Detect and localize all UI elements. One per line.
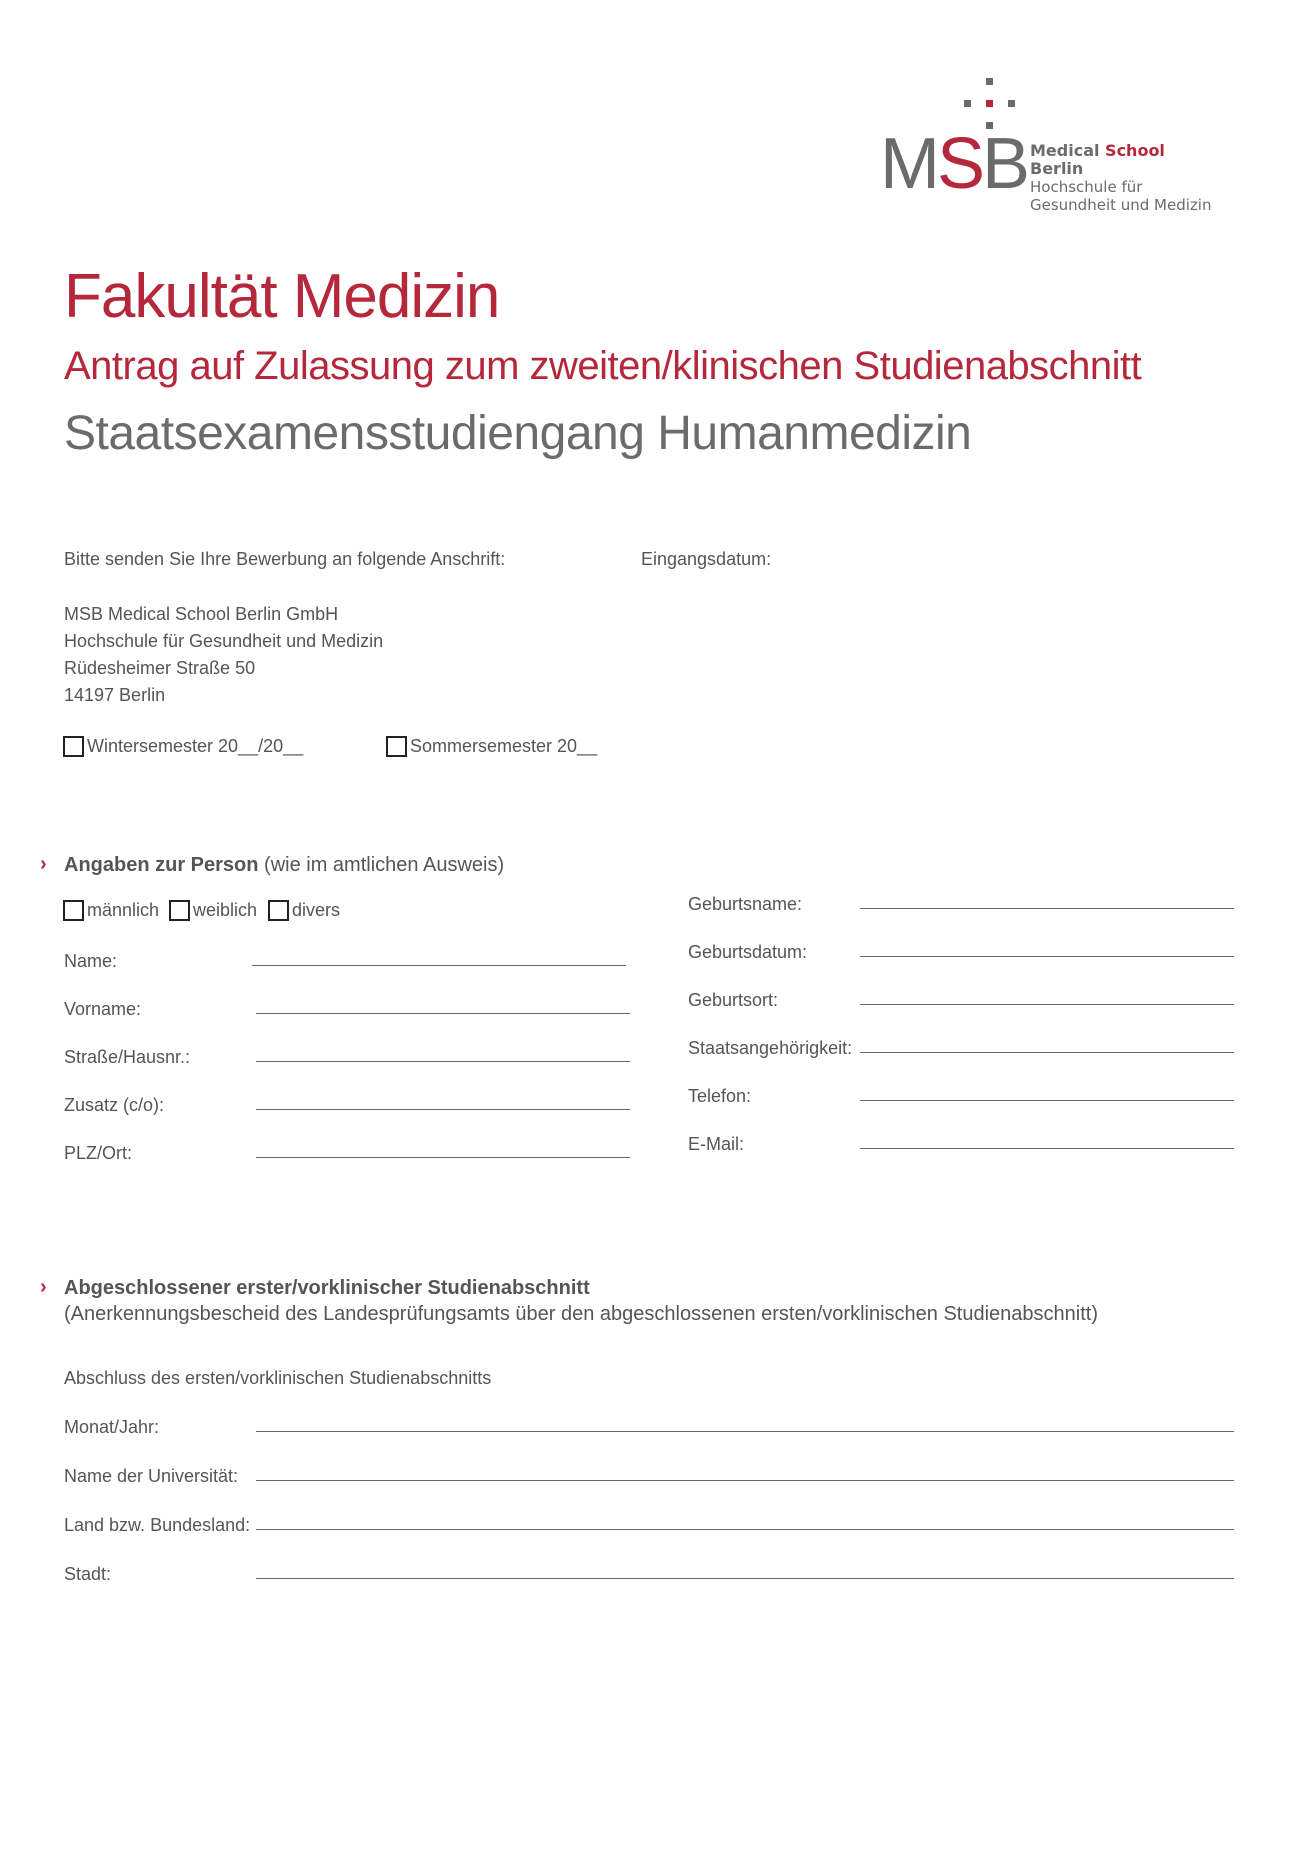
street-input-line[interactable] xyxy=(256,1061,630,1062)
postal-address xyxy=(64,601,383,709)
month-year-input-line[interactable] xyxy=(256,1431,1234,1432)
city-input-line[interactable] xyxy=(256,1578,1234,1579)
completion-label: Abschluss des ersten/vorklinischen Studienabschnitts xyxy=(64,1368,492,1388)
city-label: Stadt: xyxy=(64,1564,112,1584)
gender-female-checkbox[interactable] xyxy=(169,900,190,921)
birth-place-input-line[interactable] xyxy=(860,1004,1234,1005)
phone-label: Telefon: xyxy=(688,1086,752,1106)
nationality-label: Staatsangehörigkeit: xyxy=(688,1038,853,1058)
email-input-line[interactable] xyxy=(860,1148,1234,1149)
birth-name-input-line[interactable] xyxy=(860,908,1234,909)
program-title: Staatsexamensstudiengang Humanmedizin xyxy=(64,407,972,460)
received-date-label: Eingangsdatum: xyxy=(641,549,772,569)
person-section-heading: Angaben zur Person (wie im amtlichen Ausweis) xyxy=(64,854,505,876)
application-title: Antrag auf Zulassung zum zweiten/klinischen Studienabschnitt xyxy=(64,344,1142,388)
zip-city-input-line[interactable] xyxy=(256,1157,630,1158)
address-line: 14197 Berlin xyxy=(64,685,166,705)
address-addition-input-line[interactable] xyxy=(256,1109,630,1110)
summer-semester-checkbox[interactable] xyxy=(386,736,407,757)
send-to-label: Bitte senden Sie Ihre Bewerbung an folgende Anschrift: xyxy=(64,549,506,569)
summer-semester-option[interactable] xyxy=(386,736,597,757)
preclinical-section-subheading: (Anerkennungsbescheid des Landesprüfungsamts über den abgeschlossenen ersten/vorklinischen Studienabschnitt) xyxy=(64,1303,1098,1325)
name-input-line[interactable] xyxy=(252,965,626,966)
gender-diverse-option[interactable] xyxy=(268,900,340,921)
state-label: Land bzw. Bundesland: xyxy=(64,1515,251,1535)
university-name-label: Name der Universität: xyxy=(64,1466,239,1486)
logo-wordmark: Medical School Berlin Hochschule für Gesundheit und Medizin xyxy=(1030,141,1212,214)
gender-male-label: männlich xyxy=(87,900,160,920)
faculty-title: Fakultät Medizin xyxy=(64,262,500,331)
birth-place-label: Geburtsort: xyxy=(688,990,779,1010)
preclinical-section-heading: Abgeschlossener erster/vorklinischer Studienabschnitt xyxy=(64,1277,590,1299)
address-line: Rüdesheimer Straße 50 xyxy=(64,658,256,678)
gender-male-checkbox[interactable] xyxy=(63,900,84,921)
month-year-label: Monat/Jahr: xyxy=(64,1417,160,1437)
phone-input-line[interactable] xyxy=(860,1100,1234,1101)
chevron-right-icon: › xyxy=(40,853,47,875)
first-name-input-line[interactable] xyxy=(256,1013,630,1014)
address-line: Hochschule für Gesundheit und Medizin xyxy=(64,631,384,651)
birth-name-label: Geburtsname: xyxy=(688,894,803,914)
summer-semester-label: Sommersemester 20__ xyxy=(410,736,598,756)
gender-female-label: weiblich xyxy=(193,900,258,920)
birth-date-label: Geburtsdatum: xyxy=(688,942,808,962)
winter-semester-checkbox[interactable] xyxy=(63,736,84,757)
birth-date-input-line[interactable] xyxy=(860,956,1234,957)
logo-letters: MSB xyxy=(880,124,1028,204)
state-input-line[interactable] xyxy=(256,1529,1234,1530)
gender-female-option[interactable] xyxy=(169,900,257,921)
email-label: E-Mail: xyxy=(688,1134,745,1154)
street-label: Straße/Hausnr.: xyxy=(64,1047,191,1067)
gender-diverse-checkbox[interactable] xyxy=(268,900,289,921)
university-name-input-line[interactable] xyxy=(256,1480,1234,1481)
chevron-right-icon: › xyxy=(40,1276,47,1298)
nationality-input-line[interactable] xyxy=(860,1052,1234,1053)
address-addition-label: Zusatz (c/o): xyxy=(64,1095,165,1115)
winter-semester-option[interactable] xyxy=(63,736,303,757)
name-label: Name: xyxy=(64,951,118,971)
first-name-label: Vorname: xyxy=(64,999,142,1019)
gender-male-option[interactable] xyxy=(63,900,159,921)
address-line: MSB Medical School Berlin GmbH xyxy=(64,604,339,624)
winter-semester-label: Wintersemester 20__/20__ xyxy=(87,736,304,756)
msb-logo xyxy=(880,78,1220,214)
gender-diverse-label: divers xyxy=(292,900,341,920)
zip-city-label: PLZ/Ort: xyxy=(64,1143,133,1163)
logo-cross-dots-icon xyxy=(964,78,1016,130)
